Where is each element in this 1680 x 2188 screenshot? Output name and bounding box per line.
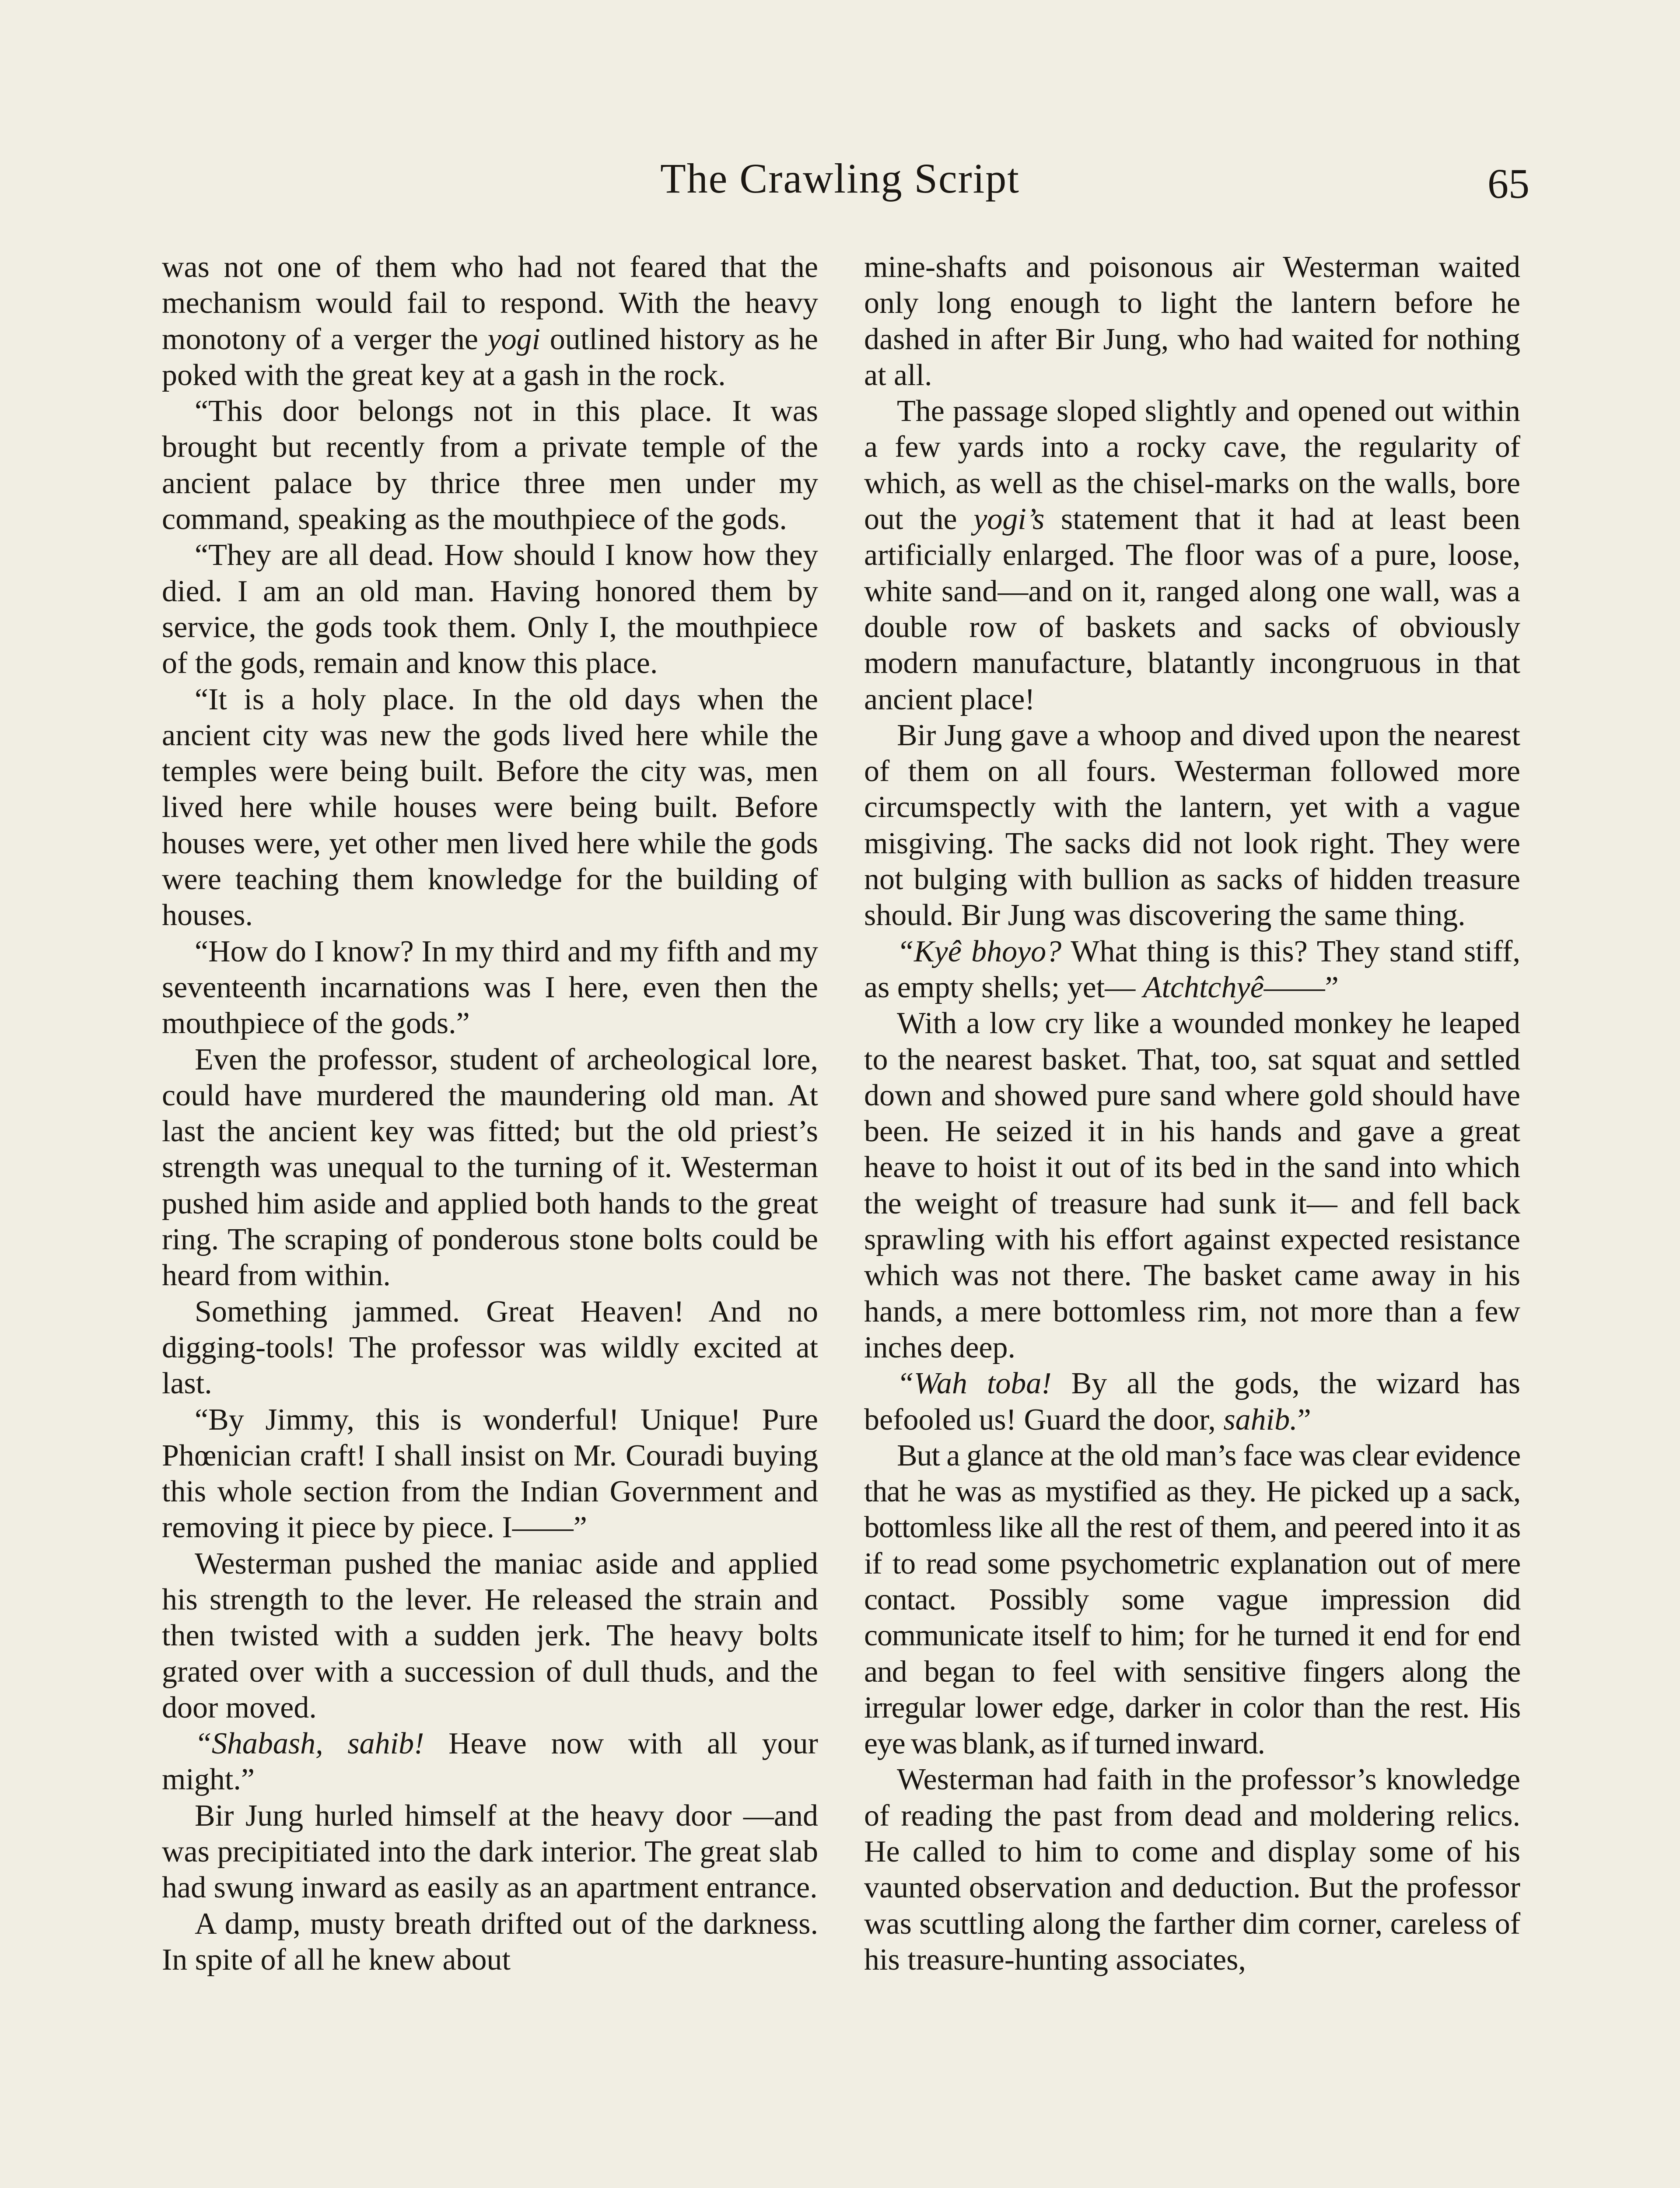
italic-text: yogi xyxy=(487,322,541,356)
text-run: Heave now with all your might.” xyxy=(162,1727,818,1797)
paragraph: A damp, musty breath drifted out of the darkness. In spite of all he knew about xyxy=(162,1907,818,1977)
paragraph: But a glance at the old man’s face was clear evidence that he was as mystified as they. He picked up a sack, bottomless like all the rest of them, and peered into it as if to read some psychometric explanation out of mere contact. Possibly some vague impression did communicate itself to him; for he turned it end for end and began to feel with sensitive fingers along the irregular lower edge, darker in color than the rest. His eye was blank, as if turned inward. xyxy=(864,1438,1520,1761)
paragraph: Something jammed. Great Heaven! And no digging-tools! The professor was wildly excited at last. xyxy=(162,1294,818,1401)
right-column xyxy=(864,249,1520,1978)
text-run: The passage sloped slightly and opened out within a few yards into a rocky cave, the regularity of which, as well as the chisel-marks on the walls, bore out the xyxy=(864,394,1520,536)
text-run: was not one of them who had not feared that the mechanism would fail to respond. With the heavy monotony of a verger the xyxy=(162,250,818,356)
text-run: statement that it had at least been artificially enlarged. The floor was of a pure, loose, white sand—and on it, ranged along one wall, was a double row of baskets and sacks of obviously modern manufacture, blatantly incongruous in that ancient place! xyxy=(864,502,1521,716)
italic-text: Atchtchyê xyxy=(1143,970,1264,1004)
italic-text: “Shabash, sahib! xyxy=(195,1727,424,1761)
left-column xyxy=(162,249,818,1978)
text-run: By all the gods, the wizard has befooled us! Guard the door, xyxy=(864,1367,1520,1437)
italic-text: “Kyê bhoyo? xyxy=(897,934,1062,968)
paragraph xyxy=(162,249,818,393)
text-run: ” xyxy=(1297,1403,1311,1437)
paragraph: Westerman pushed the maniac aside and applied his strength to the lever. He released the strain and then twisted with a sudden jerk. The heavy bolts grated over with a succession of dull thuds, and the door moved. xyxy=(162,1546,818,1725)
paragraph: Even the professor, student of archeological lore, could have murdered the maundering old man. At last the ancient key was fitted; but the old priest’s strength was unequal to the turning of it. Westerman pushed him aside and applied both hands to the great ring. The scraping of ponderous stone bolts could be heard from within. xyxy=(162,1042,818,1293)
text-run: What thing is this? They stand stiff, as empty shells; yet— xyxy=(864,934,1520,1004)
paragraph xyxy=(864,934,1520,1006)
paragraph: “They are all dead. How should I know how they died. I am an old man. Having honored them by service, the gods took them. Only I, the mouthpiece of the gods, remain and know this place. xyxy=(162,538,818,680)
paragraph: Bir Jung gave a whoop and dived upon the nearest of them on all fours. Westerman followed more circumspectly with the lantern, yet with a vague misgiving. The sacks did not look right. They were not bulging with bullion as sacks of hidden treasure should. Bir Jung was discovering the same thing. xyxy=(864,718,1520,933)
paragraph: mine-shafts and poisonous air Westerman waited only long enough to light the lantern before he dashed in after Bir Jung, who had waited for nothing at all. xyxy=(864,250,1520,392)
italic-text: “Wah toba! xyxy=(897,1367,1052,1401)
paragraph xyxy=(864,1366,1520,1438)
paragraph xyxy=(864,393,1520,718)
running-title: The Crawling Script xyxy=(660,155,1020,202)
text-run: outlined history as he poked with the great key at a gash in the rock. xyxy=(162,322,818,392)
paragraph: With a low cry like a wounded monkey he leaped to the nearest basket. That, too, sat squat and settled down and showed pure sand where gold should have been. He seized it in his hands and gave a great heave to hoist it out of its bed in the sand into which the weight of treasure had sunk it— and fell back sprawling with his effort against expected resistance which was not there. The basket came away in his hands, a mere bottomless rim, not more than a few inches deep. xyxy=(864,1006,1520,1364)
paragraph: Westerman had faith in the professor’s knowledge of reading the past from dead and moldering relics. He called to him to come and display some of his vaunted observation and deduction. But the professor was scuttling along the farther dim corner, careless of his treasure-hunting associates, xyxy=(864,1763,1520,1977)
paragraph: “By Jimmy, this is wonderful! Unique! Pure Phœnician craft! I shall insist on Mr. Couradi buying this whole section from the Indian Government and removing it piece by piece. I——” xyxy=(162,1403,818,1545)
paragraph: Bir Jung hurled himself at the heavy door —and was precipitiated into the dark interior. The great slab had swung inward as easily as an apartment entrance. xyxy=(162,1799,818,1905)
paragraph: “This door belongs not in this place. It was brought but recently from a private temple of the ancient palace by thrice three men under my command, speaking as the mouthpiece of the gods. xyxy=(162,394,818,536)
italic-text: sahib. xyxy=(1223,1403,1298,1437)
paragraph: “It is a holy place. In the old days when the ancient city was new the gods lived here while the temples were being built. Before the city was, men lived here while houses were being built. Before houses were, yet other men lived here while the gods were teaching them knowledge for the building of houses. xyxy=(162,682,818,933)
italic-text: yogi’s xyxy=(973,502,1045,536)
paragraph xyxy=(162,1726,818,1798)
page-number: 65 xyxy=(1488,160,1530,207)
paragraph: “How do I know? In my third and my fifth and my seventeenth incarnations was I here, even then the mouthpiece of the gods.” xyxy=(162,934,818,1041)
text-run: ——” xyxy=(1264,970,1339,1004)
